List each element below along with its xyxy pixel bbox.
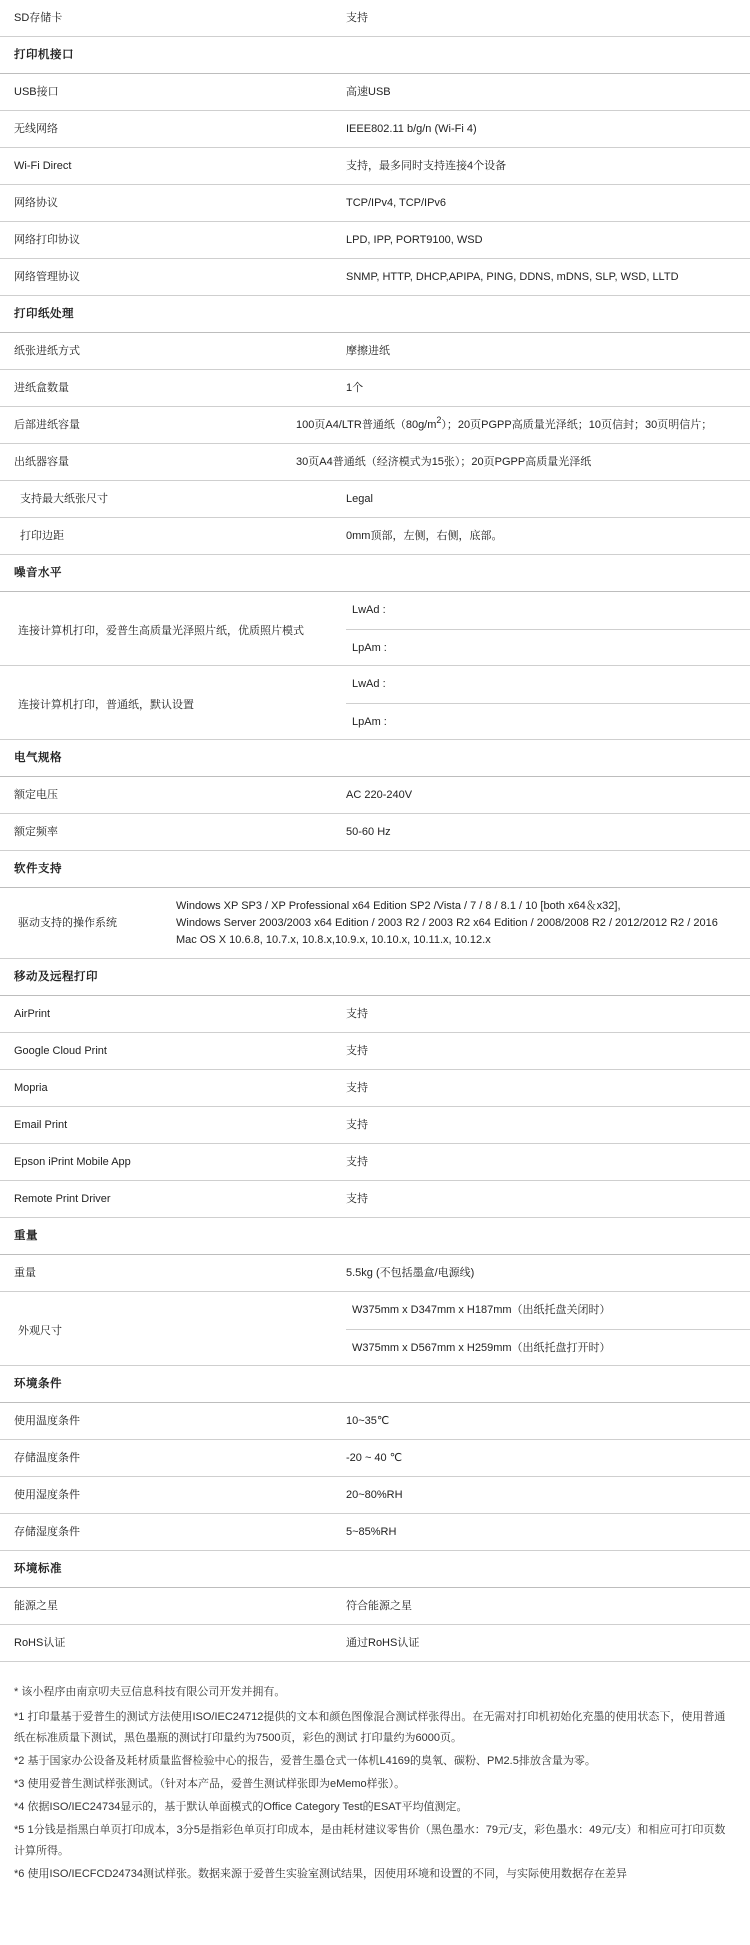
- spec-label: 支持最大纸张尺寸: [20, 493, 108, 505]
- spec-row: [0, 1588, 750, 1625]
- spec-label: 外观尺寸: [18, 1325, 62, 1337]
- spec-value: 支持: [346, 1156, 368, 1168]
- spec-value: 30页A4普通纸（经济模式为15张）；20页PGPP高质量光泽纸: [296, 456, 592, 468]
- spec-label: 连接计算机打印，普通纸，默认设置: [18, 699, 194, 711]
- spec-value: IEEE802.11 b/g/n (Wi-Fi 4): [346, 123, 477, 135]
- spec-label: 进纸盒数量: [14, 382, 69, 394]
- spec-label: Email Print: [14, 1119, 68, 1131]
- spec-value: 50-60 Hz: [346, 826, 391, 838]
- spec-group-row: [0, 592, 750, 666]
- spec-subrow: [346, 703, 750, 740]
- spec-label: 重量: [14, 1267, 36, 1279]
- spec-value: LwAd :: [352, 678, 386, 690]
- spec-row: [0, 1144, 750, 1181]
- footnote: *3 使用爱普生测试样张测试。（针对本产品，爱普生测试样张即为eMemo样张）。: [14, 1778, 406, 1790]
- spec-label: Google Cloud Print: [14, 1045, 107, 1057]
- spec-row: [0, 1403, 750, 1440]
- spec-label: 驱动支持的操作系统: [18, 917, 117, 929]
- section-title: 打印纸处理: [14, 308, 74, 320]
- spec-row: [0, 996, 750, 1033]
- section-header: [0, 1218, 750, 1255]
- spec-value: 支持: [346, 1119, 368, 1131]
- section-title: 软件支持: [14, 863, 62, 875]
- spec-subrow: [346, 592, 750, 629]
- spec-row: [0, 111, 750, 148]
- spec-label: 额定电压: [14, 789, 58, 801]
- spec-value: 100页A4/LTR普通纸$(80g/m^2)$；20页PGPP高质量光泽纸；10页信封；30页明信片；: [296, 415, 713, 431]
- os-list: [176, 898, 718, 949]
- spec-value: 支持: [346, 1082, 368, 1094]
- spec-subrow: [346, 666, 750, 703]
- section-header: [0, 740, 750, 777]
- section-header: [0, 296, 750, 333]
- spec-label: SD存储卡: [14, 12, 63, 24]
- spec-row: [0, 481, 750, 518]
- spec-label: 打印边距: [20, 530, 64, 542]
- section-title: 打印机接口: [14, 49, 74, 61]
- spec-label: 使用温度条件: [14, 1415, 80, 1427]
- spec-label: Wi-Fi Direct: [14, 160, 72, 172]
- spec-subrow: [346, 1292, 750, 1329]
- spec-subrow: [346, 629, 750, 666]
- spec-label: 额定频率: [14, 826, 58, 838]
- os-line: Windows XP SP3 / XP Professional x64 Edition SP2 /Vista / 7 / 8 / 8.1 / 10 [both x64＆x32],: [176, 900, 621, 912]
- spec-row: [0, 1440, 750, 1477]
- spec-value: 支持: [346, 12, 368, 24]
- spec-label: 后部进纸容量: [14, 419, 80, 431]
- spec-label: 纸张进纸方式: [14, 345, 80, 357]
- footnote: *1 打印量基于爱普生的测试方法使用ISO/IEC24712提供的文本和颜色图像混合测试样张得出。在无需对打印机初始化充墨的使用状态下，使用普通纸在标准质量下测试，黑色墨瓶的测试打印量约为7500页，彩色的测试 打印量约为6000页。: [14, 1711, 726, 1744]
- spec-value: 5~85%RH: [346, 1526, 397, 1538]
- spec-value: 20~80%RH: [346, 1489, 403, 1501]
- spec-row: [0, 1625, 750, 1662]
- spec-label: 网络打印协议: [14, 234, 80, 246]
- spec-row: [0, 814, 750, 851]
- section-header: [0, 555, 750, 592]
- section-header: [0, 1551, 750, 1588]
- spec-row: [0, 444, 750, 481]
- section-title: 移动及远程打印: [14, 971, 98, 983]
- spec-label: 无线网络: [14, 123, 58, 135]
- spec-row: [0, 1477, 750, 1514]
- spec-value: TCP/IPv4, TCP/IPv6: [346, 197, 447, 209]
- section-header: [0, 1366, 750, 1403]
- section-header: [0, 851, 750, 888]
- spec-value: LwAd :: [352, 604, 386, 616]
- spec-value: 通过RoHS认证: [346, 1637, 420, 1649]
- footnote: *2 基于国家办公设备及耗材质量监督检验中心的报告，爱普生墨仓式一体机L4169的臭氧、碳粉、PM2.5排放含量为零。: [14, 1755, 596, 1767]
- spec-value: -20 ~ 40 ℃: [346, 1452, 403, 1464]
- spec-label: Mopria: [14, 1082, 48, 1094]
- spec-row: [0, 370, 750, 407]
- spec-row: [0, 259, 750, 296]
- spec-label: 网络协议: [14, 197, 58, 209]
- spec-value: 高速USB: [346, 86, 391, 98]
- footnote: *4 依据ISO/IEC24734显示的，基于默认单面模式的Office Category Test的ESAT平均值测定。: [14, 1801, 468, 1813]
- section-title: 噪音水平: [14, 567, 62, 579]
- spec-value: LpAm :: [352, 642, 387, 654]
- spec-value: 支持: [346, 1045, 368, 1057]
- section-title: 环境条件: [14, 1378, 62, 1390]
- spec-row: [0, 148, 750, 185]
- spec-value: W375mm x D347mm x H187mm（出纸托盘关闭时）: [352, 1304, 611, 1316]
- footnote: * 该小程序由南京叨夫豆信息科技有限公司开发并拥有。: [14, 1686, 286, 1698]
- spec-label: 存储温度条件: [14, 1452, 80, 1464]
- spec-value: 支持: [346, 1008, 368, 1020]
- spec-label: Remote Print Driver: [14, 1193, 111, 1205]
- spec-row: [0, 185, 750, 222]
- spec-value: 10~35℃: [346, 1415, 390, 1427]
- section-title: 环境标准: [14, 1563, 62, 1575]
- spec-label: USB接口: [14, 86, 59, 98]
- spec-value: Legal: [346, 493, 373, 505]
- spec-label: 连接计算机打印，爱普生高质量光泽照片纸，优质照片模式: [18, 625, 304, 637]
- spec-value: 符合能源之星: [346, 1600, 412, 1612]
- spec-value: 支持: [346, 1193, 368, 1205]
- spec-subrow: [346, 1329, 750, 1366]
- spec-value: LpAm :: [352, 716, 387, 728]
- spec-row: [0, 1070, 750, 1107]
- section-title: 电气规格: [14, 752, 62, 764]
- spec-label: 使用湿度条件: [14, 1489, 80, 1501]
- section-header: [0, 959, 750, 996]
- spec-value: 摩擦进纸: [346, 345, 390, 357]
- spec-row: [0, 74, 750, 111]
- spec-row: [0, 518, 750, 555]
- spec-label: Epson iPrint Mobile App: [14, 1156, 131, 1168]
- spec-value: SNMP, HTTP, DHCP,APIPA, PING, DDNS, mDNS, SLP, WSD, LLTD: [346, 271, 679, 283]
- spec-row: [0, 1107, 750, 1144]
- spec-label: 网络管理协议: [14, 271, 80, 283]
- spec-row: [0, 1181, 750, 1218]
- footnotes: [0, 1662, 750, 1885]
- spec-label: AirPrint: [14, 1008, 51, 1020]
- spec-row: [0, 407, 750, 444]
- os-support-row: [0, 888, 750, 959]
- os-line: Mac OS X 10.6.8, 10.7.x, 10.8.x,10.9.x, 10.10.x, 10.11.x, 10.12.x: [176, 934, 491, 946]
- spec-value: 支持，最多同时支持连接4个设备: [346, 160, 507, 172]
- spec-row: [0, 333, 750, 370]
- spec-row: [0, 222, 750, 259]
- spec-value: 1个: [346, 382, 364, 394]
- spec-group-row: [0, 1292, 750, 1366]
- spec-value: AC 220-240V: [346, 789, 413, 801]
- spec-value: 5.5kg (不包括墨盒/电源线): [346, 1267, 475, 1279]
- spec-label: 出纸器容量: [14, 456, 69, 468]
- section-title: 重量: [14, 1230, 38, 1242]
- spec-row: [0, 1514, 750, 1551]
- spec-row: [0, 0, 750, 37]
- spec-group-row: [0, 666, 750, 740]
- footnote: *5 1分钱是指黑白单页打印成本，3分5是指彩色单页打印成本，是由耗材建议零售价（黑色墨水：79元/支，彩色墨水：49元/支）和相应可打印页数计算所得。: [14, 1824, 726, 1857]
- spec-value: 0mm顶部，左侧，右侧，底部。: [346, 530, 503, 542]
- spec-value: W375mm x D567mm x H259mm（出纸托盘打开时）: [352, 1342, 611, 1354]
- spec-row: [0, 777, 750, 814]
- spec-label: 存储湿度条件: [14, 1526, 80, 1538]
- spec-row: [0, 1255, 750, 1292]
- section-header: [0, 37, 750, 74]
- os-line: Windows Server 2003/2003 x64 Edition / 2003 R2 / 2003 R2 x64 Edition / 2008/2008 R2 / 2012/2012 R2 / 2016: [176, 917, 718, 929]
- spec-value: LPD, IPP, PORT9100, WSD: [346, 234, 483, 246]
- spec-label: 能源之星: [14, 1600, 58, 1612]
- spec-row: [0, 1033, 750, 1070]
- spec-label: RoHS认证: [14, 1637, 66, 1649]
- footnote: *6 使用ISO/IECFCD24734测试样张。数据来源于爱普生实验室测试结果，因使用环境和设置的不同，与实际使用数据存在差异: [14, 1868, 627, 1880]
